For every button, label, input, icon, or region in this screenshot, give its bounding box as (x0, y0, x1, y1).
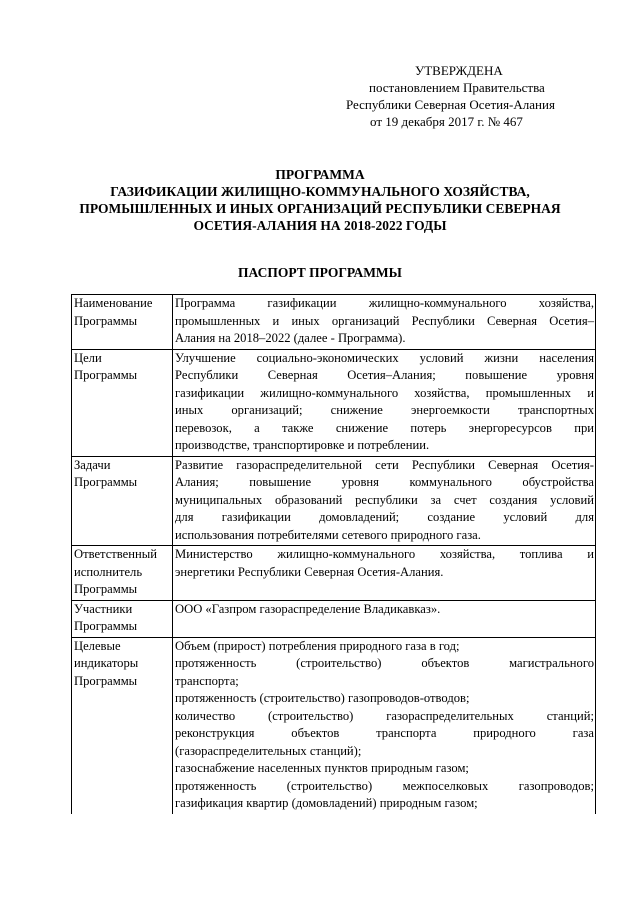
program-title (60, 166, 580, 234)
table-row (72, 295, 596, 350)
row-label-line: исполнитель (74, 564, 143, 579)
row-label (72, 456, 173, 546)
row-text-line: Развитие газораспределительной сети Республики Северная Осетия- (175, 457, 594, 472)
row-label (72, 600, 173, 637)
table-row (72, 546, 596, 601)
row-text-line: Алания на 2018–2022 (далее - Программа). (175, 331, 406, 345)
row-text-line: производстве, транспортировке и потреблении. (175, 438, 430, 452)
row-content (173, 637, 596, 814)
row-content (173, 295, 596, 350)
row-text-line: использования потребителями сетевого природного газа. (175, 527, 481, 542)
row-content (173, 546, 596, 601)
row-label-line: индикаторы (74, 656, 139, 670)
row-text-line: Объем (прирост) потребления природного газа в год; (175, 638, 460, 653)
approval-stamp (330, 62, 580, 130)
row-label-line: Программы (74, 582, 138, 596)
row-text-line: реконструкция объектов транспорта природного газа (175, 726, 594, 740)
program-title-line: ОСЕТИЯ-АЛАНИЯ НА 2018-2022 ГОДЫ (193, 218, 447, 233)
row-label-line: Программы (74, 475, 138, 489)
row-label-line: Программы (74, 619, 138, 633)
row-text-line: энергетики Республики Северная Осетия-Алания. (175, 564, 444, 579)
row-content (173, 456, 596, 546)
row-label-line: Целевые (74, 638, 121, 653)
table-row (72, 637, 596, 814)
row-text-line: для газификации домовладений; создание условий для (175, 510, 594, 524)
program-title-line: ПРОГРАММА (275, 167, 365, 182)
row-label-line: Участники (74, 601, 133, 616)
row-text-line: газификации жилищно-коммунального хозяйства, промышленных и (175, 385, 594, 400)
row-text-line: Улучшение социально-экономических условий жизни населения (175, 350, 594, 365)
row-label-line: Задачи (74, 457, 111, 472)
row-text-line: протяженность (строительство) межпоселковых газопроводов; (175, 778, 594, 793)
row-text-line: Министерство жилищно-коммунального хозяйства, топлива и (175, 547, 594, 561)
row-label (72, 349, 173, 456)
program-title-line: ПРОМЫШЛЕННЫХ И ИНЫХ ОРГАНИЗАЦИЙ РЕСПУБЛИКИ СЕВЕРНАЯ (79, 201, 561, 216)
row-text-line: (газораспределительных станций); (175, 743, 362, 758)
row-text-line: Алания; повышение уровня коммунального обустройства (175, 475, 594, 489)
approval-line: УТВЕРЖДЕНА (415, 63, 503, 78)
row-text-line: количество (строительство) газораспределительных станций; (175, 708, 594, 723)
table-row (72, 456, 596, 546)
row-label-line: Программы (74, 368, 138, 382)
row-text-line: перевозок, а также снижение потерь энергоресурсов при (175, 420, 594, 435)
approval-line: от 19 декабря 2017 г. № 467 (370, 114, 523, 129)
row-text-line: протяженность (строительство) газопроводов-отводов; (175, 691, 470, 705)
row-label-line: Наименование (74, 296, 153, 310)
row-text-line: ООО «Газпром газораспределение Владикавказ». (175, 601, 441, 616)
table-row (72, 349, 596, 456)
row-content (173, 600, 596, 637)
row-text-line: иных организаций; снижение энергоемкости транспортных (175, 403, 594, 417)
row-text-line: протяженность (строительство) объектов магистрального (175, 656, 594, 670)
row-text-line: транспорта; (175, 673, 239, 688)
row-text-line: Республики Северная Осетия–Алания; повышение уровня (175, 368, 594, 382)
row-label-line: Цели (74, 350, 102, 365)
passport-heading: ПАСПОРТ ПРОГРАММЫ (238, 265, 402, 280)
approval-line: Республики Северная Осетия-Алания (346, 97, 555, 112)
approval-line: постановлением Правительства (369, 80, 545, 95)
row-label-line: Ответственный (74, 547, 157, 561)
row-label-line: Программы (74, 313, 138, 328)
row-text-line: газификация квартир (домовладений) природным газом; (175, 796, 478, 810)
row-text-line: газоснабжение населенных пунктов природным газом; (175, 761, 469, 775)
row-text-line: промышленных и иных организаций Республики Северная Осетия– (175, 313, 594, 328)
row-label (72, 546, 173, 601)
row-text-line: Программа газификации жилищно-коммунального хозяйства, (175, 296, 594, 310)
row-text-line: муниципальных образований республики за счет создания условий (175, 492, 594, 507)
passport-table (71, 294, 596, 814)
row-label (72, 637, 173, 814)
row-label-line: Программы (74, 673, 138, 688)
row-content (173, 349, 596, 456)
program-title-line: ГАЗИФИКАЦИИ ЖИЛИЩНО-КОММУНАЛЬНОГО ХОЗЯЙСТВА, (110, 184, 530, 199)
table-row (72, 600, 596, 637)
row-label (72, 295, 173, 350)
